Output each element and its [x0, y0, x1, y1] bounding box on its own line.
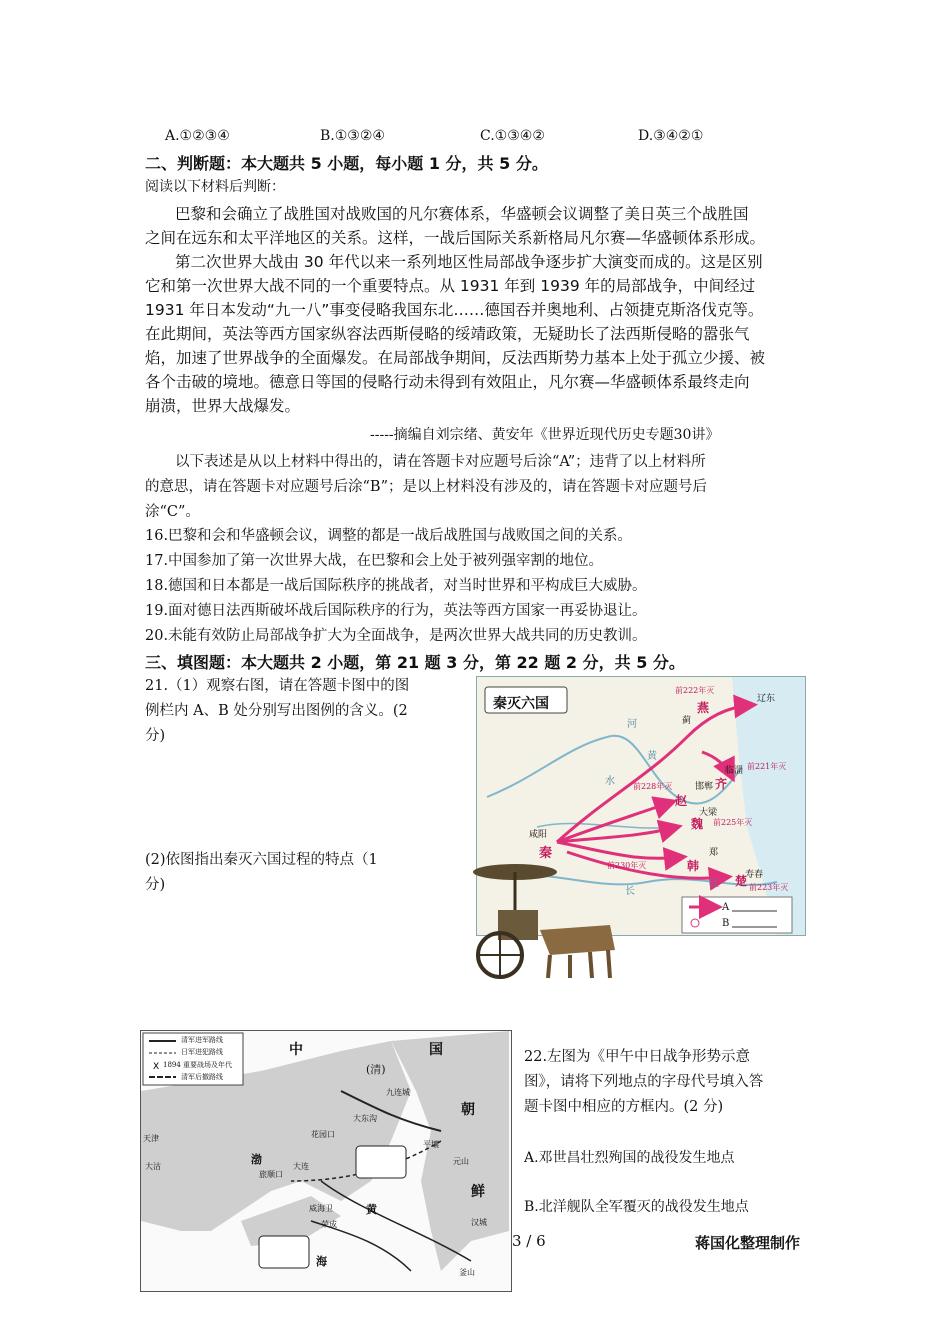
q21-part1 [145, 674, 465, 749]
legend-b: B [722, 918, 730, 929]
legend-item: 清军后撤路线 [181, 1073, 223, 1081]
legend-item: 1894 重要战场及年代 [163, 1061, 233, 1069]
instruction-line: 以下表述是从以上材料中得出的，请在答题卡对应题号后涂“A”；违背了以上材料所 [175, 454, 706, 470]
section2-intro: 阅读以下材料后判断： [145, 179, 285, 195]
svg-text:X: X [153, 1062, 160, 1072]
option-d: D.③④②① [638, 128, 704, 144]
q22-line: 题卡图中相应的方框内。(2 分) [524, 1099, 724, 1115]
material-line: 巴黎和会确立了战胜国对战败国的凡尔赛体系，华盛顿会议调整了美日英三个战胜国 [175, 205, 749, 223]
city-label: 辽东 [757, 694, 776, 704]
map2-label: 旅顺口 [259, 1170, 283, 1179]
city-label: 寿春 [745, 870, 764, 880]
city-label: 蓟 [682, 716, 692, 726]
judgement-item: 17.中国参加了第一次世界大战，在巴黎和会上处于被列强宰割的地位。 [145, 553, 604, 569]
legend-item: 日军进犯路线 [181, 1048, 223, 1056]
sino-japanese-war-map [140, 1030, 512, 1292]
city-label: 邯郸 [695, 782, 714, 792]
map2-label: 荣成 [321, 1220, 337, 1229]
q22-option-a: A.邓世昌壮烈殉国的战役发生地点 [524, 1150, 735, 1166]
judgement-item: 16.巴黎和会和华盛顿会议，调整的都是一战后战胜国与战败国之间的关系。 [145, 528, 633, 544]
map2-label: 渤 [251, 1153, 262, 1166]
material-text [145, 202, 810, 418]
legend-a: A [722, 902, 730, 913]
option-b: B.①③②④ [320, 128, 385, 144]
answer-box-a[interactable] [356, 1146, 406, 1178]
material-line: 第二次世界大战由 30 年代以来一系列地区性局部战争逐步扩大演变而成的。这是区别 [175, 253, 763, 271]
judgement-item: 19.面对德日法西斯破坏战后国际秩序的行为，英法等西方国家一再妥协退让。 [145, 603, 647, 619]
instructions [145, 450, 810, 525]
city-label: 咸阳 [529, 830, 548, 840]
city-label: 郑 [709, 848, 719, 858]
material-line: 它和第一次世界大战不同的一个重要特点。从 1931 年到 1939 年的局部战争，中间经过 [145, 277, 756, 295]
q21-line: 分) [145, 728, 166, 744]
year-label: 前223年灭 [749, 883, 789, 892]
state-label: 赵 [675, 794, 688, 808]
river-label: 长 [625, 886, 635, 897]
year-label: 前222年灭 [675, 686, 715, 695]
option-a: A.①②③④ [165, 128, 230, 144]
material-line: 之间在远东和太平洋地区的关系。这样，一战后国际关系新格局凡尔赛—华盛顿体系形成。 [145, 229, 766, 247]
section3-heading: 三、填图题：本大题共 2 小题，第 21 题 3 分，第 22 题 2 分，共 5 分。 [145, 653, 685, 672]
map2-label: (清) [366, 1063, 386, 1076]
q22-line: 22.左图为《甲午中日战争形势示意 [524, 1049, 751, 1065]
q22-option-b: B.北洋舰队全军覆灭的战役发生地点 [524, 1199, 749, 1215]
map2-label: 天津 [143, 1134, 159, 1143]
map2-label: 元山 [453, 1157, 469, 1166]
q22-line: 图》，请将下列地点的字母代号填入答 [524, 1074, 764, 1090]
map2-label: 鲜 [471, 1184, 485, 1200]
bronze-chariot-illustration [470, 860, 620, 980]
year-label: 前221年灭 [747, 762, 787, 771]
judgement-item: 20.未能有效防止局部战争扩大为全面战争，是两次世界大战共同的历史教训。 [145, 628, 647, 644]
q22-stem [524, 1045, 814, 1120]
map2-label: 朝 [461, 1102, 475, 1118]
answer-box-b[interactable] [259, 1236, 309, 1268]
q21-line: 例栏内 A、B 处分别写出图例的含义。(2 [145, 703, 408, 719]
judgement-item: 18.德国和日本都是一战后国际秩序的挑战者，对当时世界和平构成巨大威胁。 [145, 578, 647, 594]
city-label: 临淄 [725, 766, 744, 776]
material-line: 焰，加速了世界战争的全面爆发。在局部战争期间，反法西斯势力基本上处于孤立少援、被 [145, 349, 766, 367]
material-line: 1931 年日本发动“九一八”事变侵略我国东北……德国吞并奥地利、占领捷克斯洛伐克等。 [145, 301, 764, 319]
year-label: 前225年灭 [713, 818, 753, 827]
material-source: -----摘编自刘宗绪、黄安年《世界近现代历史专题30讲》 [370, 427, 720, 443]
map2-label: 黄 [366, 1203, 377, 1216]
map2-label: 中 [289, 1042, 303, 1058]
city-label: 大梁 [699, 808, 718, 818]
map2-label: 釜山 [459, 1268, 475, 1277]
map2-label: 海 [316, 1255, 327, 1268]
q21-line: 分) [145, 877, 166, 893]
material-line: 在此期间，英法等西方国家纵容法西斯侵略的绥靖政策，无疑助长了法西斯侵略的嚣张气 [145, 325, 750, 343]
state-label: 齐 [715, 777, 728, 791]
map2-label: 平壤 [423, 1140, 439, 1149]
footer-author: 蒋国化整理制作 [695, 1234, 801, 1252]
material-line: 崩溃，世界大战爆发。 [145, 397, 301, 415]
year-label: 前230年灭 [607, 861, 647, 870]
river-label: 黄 [647, 751, 657, 762]
map2-label: 汉城 [471, 1218, 487, 1227]
map2-label: 大连 [293, 1162, 309, 1171]
instruction-line: 涂“C”。 [145, 504, 200, 520]
section2-heading: 二、判断题：本大题共 5 小题，每小题 1 分，共 5 分。 [145, 154, 548, 173]
option-c: C.①③④② [480, 128, 545, 144]
legend-item: 清军进军路线 [181, 1036, 223, 1044]
state-label: 楚 [735, 874, 748, 888]
q21-line: (2)依图指出秦灭六国过程的特点（1 [145, 852, 378, 868]
instruction-line: 的意思，请在答题卡对应题号后涂“B”；是以上材料没有涉及的，请在答题卡对应题号后 [145, 479, 707, 495]
river-label: 江 [709, 879, 719, 890]
map2-label: 九连城 [386, 1088, 410, 1097]
state-label: 魏 [691, 817, 704, 831]
state-label: 秦 [539, 846, 553, 861]
state-label: 燕 [697, 701, 710, 715]
map2-label: 国 [429, 1042, 443, 1058]
map2-label: 威海卫 [309, 1204, 333, 1213]
map2-label: 大沽 [145, 1162, 161, 1171]
map2-label: 花园口 [311, 1130, 335, 1139]
year-label: 前228年灭 [633, 782, 673, 791]
material-line: 各个击破的境地。德意日等国的侵略行动未得到有效阻止，凡尔赛—华盛顿体系最终走向 [145, 373, 750, 391]
judgement-items [145, 524, 647, 649]
state-label: 韩 [687, 859, 700, 873]
map2-label: 大东沟 [353, 1114, 377, 1123]
q21-part2 [145, 848, 465, 898]
map1-title: 秦灭六国 [493, 696, 549, 712]
page-number: 3 / 6 [512, 1232, 546, 1250]
q21-line: 21.（1）观察右图，请在答题卡图中的图 [145, 678, 410, 694]
river-label: 水 [605, 776, 615, 787]
river-label: 河 [627, 719, 637, 730]
